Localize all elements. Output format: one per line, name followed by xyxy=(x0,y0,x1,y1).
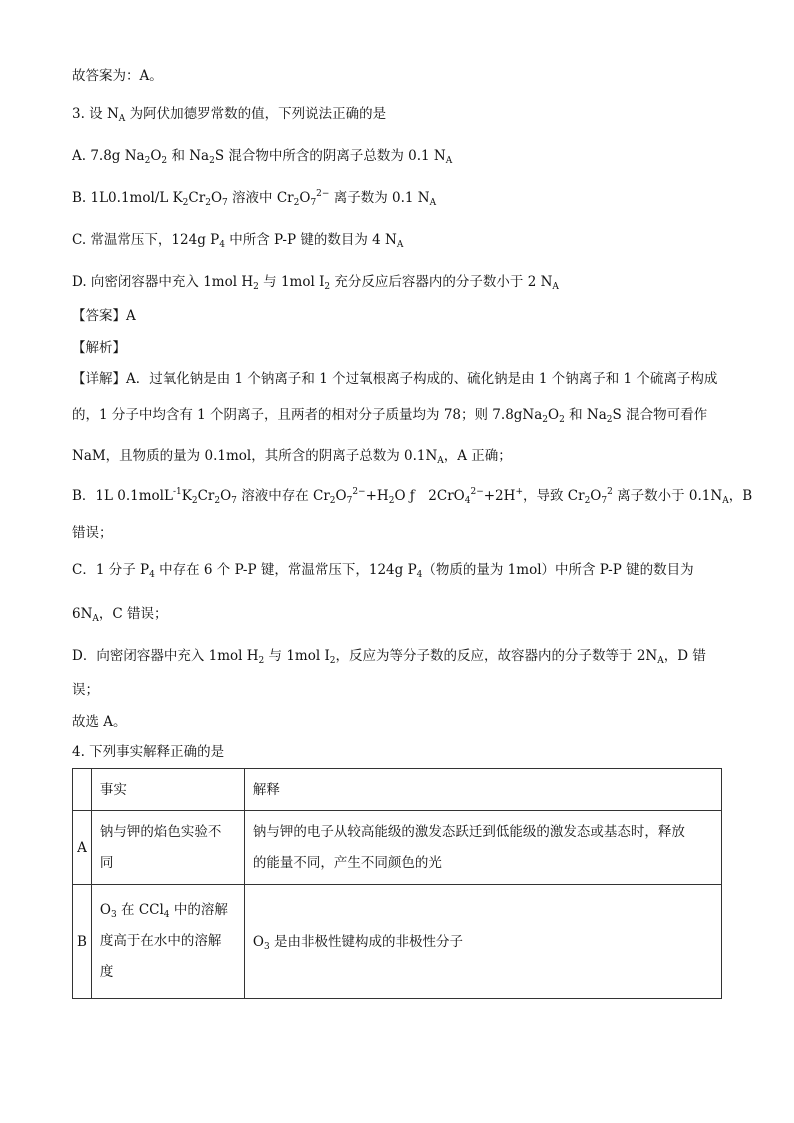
row-fact: 钠与钾的焰色实验不 同 xyxy=(91,811,244,885)
row-fact: $O_3$ 在 CCl$_4$ 中的溶解 度高于在水中的溶解 度 xyxy=(91,885,244,999)
q3-stem: 3. 设 $N_A$ 为阿伏加德罗常数的值，下列说法正确的是 xyxy=(72,106,387,124)
detail-line-2: 的，1 分子中均含有 1 个阴离子，且两者的相对分子质量均为 78；则 $7.8gNa_2O_2$ 和 $Na_2S$ 混合物可看作 xyxy=(72,407,708,425)
q4-stem: 4. 下列事实解释正确的是 xyxy=(72,744,225,760)
table-row xyxy=(73,811,722,885)
row-letter: B xyxy=(73,885,92,999)
facts-table xyxy=(72,768,722,999)
row-explanation: $O_3$ 是由非极性键构成的非极性分子 xyxy=(244,885,721,999)
q3-option-b: B. 1L0.1mol/L $K_2Cr_2O_7$ 溶液中 $Cr_2O_7^{2-}$ 离子数为 0.1 $N_A$ xyxy=(72,189,437,208)
answer-label: 【答案】 xyxy=(72,308,126,324)
row-letter: A xyxy=(73,811,92,885)
q3-option-a: A. 7.8g $Na_2O_2$ 和 $Na_2S$ 混合物中所含的阴离子总数为 0.1 $N_A$ xyxy=(72,148,453,166)
header-explanation: 解释 xyxy=(244,769,721,811)
conclusion: 故选 A。 xyxy=(72,714,127,730)
detail-c-line: C．1 分子 $P_4$ 中存在 6 个 P-P 键，常温常压下，124g $P_4$（物质的量为 1mol）中所含 P-P 键的数目为 xyxy=(72,562,694,580)
q3-option-c: C. 常温常压下，124g $P_4$ 中所含 P-P 键的数目为 4 $N_A$ xyxy=(72,232,404,250)
table-header-row xyxy=(73,769,722,811)
q3-option-d: D. 向密闭容器中充入 1mol $H_2$ 与 1mol $I_2$ 充分反应后容器内的分子数小于 2 $N_A$ xyxy=(72,274,559,292)
detail-line-3: NaM，且物质的量为 0.1mol，其所含的阴离子总数为 $0.1N_A$，A 正确； xyxy=(72,448,512,466)
answer-value: A xyxy=(126,308,136,324)
detail-b-line: B．1L $0.1molL^{-1}K_2Cr_2O_7$ 溶液中存在 $Cr_2O_7^{2-}+H_2O$ ƒ 2CrO$_4^{2-}$+2H+，导致 $Cr_2O_7^2$ 离子数小于 $0.1N_A$，B xyxy=(72,487,753,506)
header-fact: 事实 xyxy=(91,769,244,811)
answer-line xyxy=(72,306,136,326)
detail-d-line-2: 误； xyxy=(72,682,99,698)
detail-d-line: D．向密闭容器中充入 1mol $H_2$ 与 1mol $I_2$，反应为等分子数的反应，故容器内的分子数等于 $2N_A$，D 错 xyxy=(72,648,706,666)
detail-line-1: 【详解】A．过氧化钠是由 1 个钠离子和 1 个过氧根离子构成的、硫化钠是由 1 个钠离子和 1 个硫离子构成 xyxy=(72,371,718,387)
table-row xyxy=(73,885,722,999)
prev-answer: 故答案为：A。 xyxy=(72,68,163,84)
detail-b-line-2: 错误； xyxy=(72,525,113,541)
row-explanation: 钠与钾的电子从较高能级的激发态跃迁到低能级的激发态或基态时，释放 的能量不同，产生不同颜色的光 xyxy=(244,811,721,885)
detail-c-line-2: $6N_A$，C 错误； xyxy=(72,606,168,624)
header-blank xyxy=(73,769,92,811)
analysis-label: 【解析】 xyxy=(72,340,126,356)
